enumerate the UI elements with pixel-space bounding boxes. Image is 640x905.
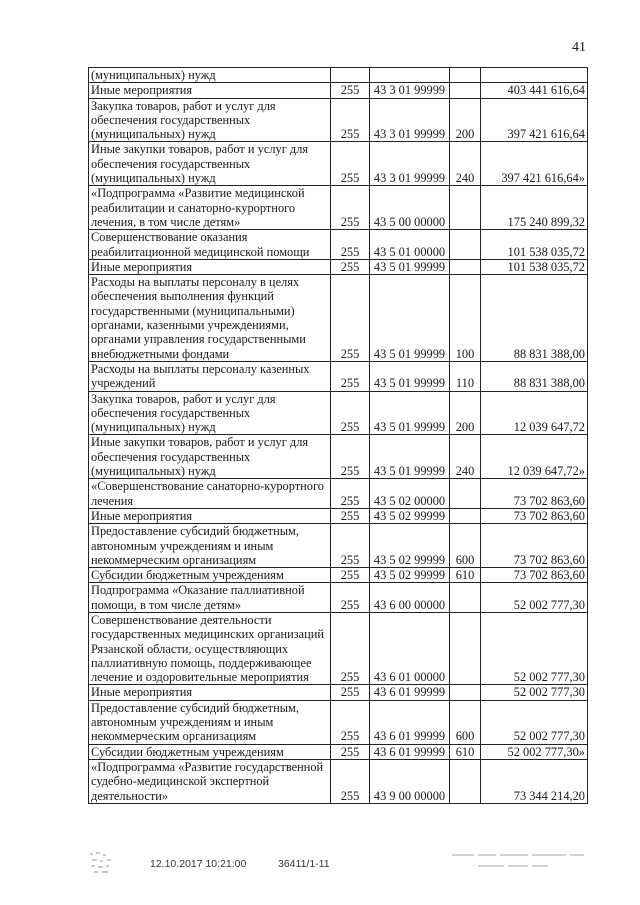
table-row <box>89 612 588 684</box>
item-name: Предоставление субсидий бюджетным, автономным учреждениям и иным некоммерческим организациям <box>89 524 331 568</box>
item-amount: 101 538 035,72 <box>481 230 588 260</box>
item-expense-type: 600 <box>450 700 481 744</box>
item-expense-type <box>450 612 481 684</box>
item-target-article: 43 5 02 99999 <box>370 524 450 568</box>
table-row <box>89 230 588 260</box>
table-row <box>89 435 588 479</box>
budget-table-body <box>89 68 588 804</box>
item-amount: 52 002 777,30» <box>481 744 588 759</box>
item-expense-type: 100 <box>450 275 481 362</box>
item-code: 255 <box>331 361 370 391</box>
item-name: Иные мероприятия <box>89 508 331 523</box>
item-code: 255 <box>331 142 370 186</box>
stamp-mark-left <box>88 850 120 876</box>
item-target-article: 43 5 01 99999 <box>370 361 450 391</box>
table-row <box>89 391 588 435</box>
table-row <box>89 275 588 362</box>
item-target-article: 43 5 02 00000 <box>370 479 450 509</box>
item-name: Расходы на выплаты персоналу казенных учреждений <box>89 361 331 391</box>
item-amount: 101 538 035,72 <box>481 259 588 274</box>
item-code: 255 <box>331 508 370 523</box>
item-code: 255 <box>331 700 370 744</box>
item-amount: 73 702 863,60 <box>481 568 588 583</box>
item-code: 255 <box>331 186 370 230</box>
item-expense-type: 240 <box>450 142 481 186</box>
item-expense-type <box>450 186 481 230</box>
table-row <box>89 98 588 142</box>
item-expense-type <box>450 583 481 613</box>
item-code <box>331 68 370 83</box>
item-target-article: 43 5 01 99999 <box>370 275 450 362</box>
item-target-article: 43 3 01 99999 <box>370 98 450 142</box>
item-target-article: 43 3 01 99999 <box>370 142 450 186</box>
item-amount: 52 002 777,30 <box>481 583 588 613</box>
table-row <box>89 568 588 583</box>
item-name: Совершенствование оказания реабилитационной медицинской помощи <box>89 230 331 260</box>
item-expense-type: 200 <box>450 98 481 142</box>
item-expense-type: 610 <box>450 568 481 583</box>
item-name: Иные закупки товаров, работ и услуг для обеспечения государственных (муниципальных) нужд <box>89 435 331 479</box>
item-target-article: 43 6 01 99999 <box>370 685 450 700</box>
item-amount: 73 702 863,60 <box>481 479 588 509</box>
table-row <box>89 508 588 523</box>
table-row <box>89 361 588 391</box>
item-code: 255 <box>331 391 370 435</box>
item-name: Предоставление субсидий бюджетным, автономным учреждениям и иным некоммерческим организациям <box>89 700 331 744</box>
item-amount: 88 831 388,00 <box>481 275 588 362</box>
item-expense-type: 240 <box>450 435 481 479</box>
table-row <box>89 744 588 759</box>
item-expense-type <box>450 479 481 509</box>
item-amount: 403 441 616,64 <box>481 83 588 98</box>
table-row <box>89 68 588 83</box>
item-name: Субсидии бюджетным учреждениям <box>89 568 331 583</box>
item-amount: 12 039 647,72» <box>481 435 588 479</box>
item-expense-type <box>450 759 481 803</box>
footer-doc-code: 36411/1-11 <box>278 858 330 870</box>
item-code: 255 <box>331 524 370 568</box>
item-target-article: 43 9 00 00000 <box>370 759 450 803</box>
item-name: Подпрограмма «Оказание паллиативной помощи, в том числе детям» <box>89 583 331 613</box>
item-code: 255 <box>331 685 370 700</box>
item-name: Расходы на выплаты персоналу в целях обеспечения выполнения функций государственными (муниципальными) органами, казенными учреждениями, органами управления государственными внебюджетными фондами <box>89 275 331 362</box>
item-code: 255 <box>331 583 370 613</box>
item-name: Иные закупки товаров, работ и услуг для обеспечения государственных (муниципальных) нужд <box>89 142 331 186</box>
item-code: 255 <box>331 98 370 142</box>
table-row <box>89 479 588 509</box>
table-row <box>89 583 588 613</box>
item-expense-type <box>450 685 481 700</box>
item-name: «Подпрограмма «Развитие медицинской реабилитации и санаторно-курортного лечения, в том числе детям» <box>89 186 331 230</box>
item-code: 255 <box>331 435 370 479</box>
item-expense-type: 610 <box>450 744 481 759</box>
item-expense-type <box>450 508 481 523</box>
item-amount: 73 702 863,60 <box>481 508 588 523</box>
item-amount <box>481 68 588 83</box>
item-name: Совершенствование деятельности государственных медицинских организаций Рязанской области, осуществляющих паллиативную помощь, поддерживающее лечение и оздоровительные мероприятия <box>89 612 331 684</box>
table-row <box>89 186 588 230</box>
item-target-article: 43 5 01 99999 <box>370 435 450 479</box>
table-row <box>89 524 588 568</box>
item-code: 255 <box>331 479 370 509</box>
item-expense-type <box>450 83 481 98</box>
item-name: Субсидии бюджетным учреждениям <box>89 744 331 759</box>
item-code: 255 <box>331 568 370 583</box>
item-code: 255 <box>331 259 370 274</box>
item-name: «Подпрограмма «Развитие государственной судебно-медицинской экспертной деятельности» <box>89 759 331 803</box>
item-code: 255 <box>331 612 370 684</box>
item-expense-type: 200 <box>450 391 481 435</box>
item-target-article: 43 5 01 00000 <box>370 230 450 260</box>
table-row <box>89 259 588 274</box>
item-amount: 52 002 777,30 <box>481 685 588 700</box>
table-row <box>89 142 588 186</box>
item-name: Закупка товаров, работ и услуг для обеспечения государственных (муниципальных) нужд <box>89 391 331 435</box>
item-expense-type: 600 <box>450 524 481 568</box>
table-row <box>89 685 588 700</box>
table-row <box>89 83 588 98</box>
item-expense-type <box>450 68 481 83</box>
item-code: 255 <box>331 275 370 362</box>
item-target-article: 43 3 01 99999 <box>370 83 450 98</box>
item-target-article: 43 6 01 00000 <box>370 612 450 684</box>
item-amount: 175 240 899,32 <box>481 186 588 230</box>
stamp-mark-right <box>448 850 588 878</box>
item-code: 255 <box>331 744 370 759</box>
item-name: Иные мероприятия <box>89 259 331 274</box>
item-expense-type: 110 <box>450 361 481 391</box>
item-amount: 52 002 777,30 <box>481 612 588 684</box>
item-code: 255 <box>331 230 370 260</box>
item-target-article: 43 6 00 00000 <box>370 583 450 613</box>
item-name: Иные мероприятия <box>89 685 331 700</box>
item-amount: 397 421 616,64 <box>481 98 588 142</box>
table-row <box>89 759 588 803</box>
item-code: 255 <box>331 83 370 98</box>
budget-table <box>88 67 588 804</box>
item-code: 255 <box>331 759 370 803</box>
item-target-article: 43 5 01 99999 <box>370 259 450 274</box>
item-amount: 88 831 388,00 <box>481 361 588 391</box>
item-name: Иные мероприятия <box>89 83 331 98</box>
item-name: (муниципальных) нужд <box>89 68 331 83</box>
item-amount: 52 002 777,30 <box>481 700 588 744</box>
item-target-article <box>370 68 450 83</box>
item-target-article: 43 5 02 99999 <box>370 508 450 523</box>
item-target-article: 43 6 01 99999 <box>370 700 450 744</box>
table-row <box>89 700 588 744</box>
item-target-article: 43 5 02 99999 <box>370 568 450 583</box>
item-target-article: 43 5 01 99999 <box>370 391 450 435</box>
item-amount: 73 702 863,60 <box>481 524 588 568</box>
footer-datetime: 12.10.2017 10:21:00 <box>150 858 247 870</box>
item-target-article: 43 6 01 99999 <box>370 744 450 759</box>
item-name: Закупка товаров, работ и услуг для обеспечения государственных (муниципальных) нужд <box>89 98 331 142</box>
item-expense-type <box>450 259 481 274</box>
item-amount: 397 421 616,64» <box>481 142 588 186</box>
item-expense-type <box>450 230 481 260</box>
item-amount: 73 344 214,20 <box>481 759 588 803</box>
item-target-article: 43 5 00 00000 <box>370 186 450 230</box>
item-amount: 12 039 647,72 <box>481 391 588 435</box>
item-name: «Совершенствование санаторно-курортного лечения <box>89 479 331 509</box>
page-number: 41 <box>572 40 586 55</box>
